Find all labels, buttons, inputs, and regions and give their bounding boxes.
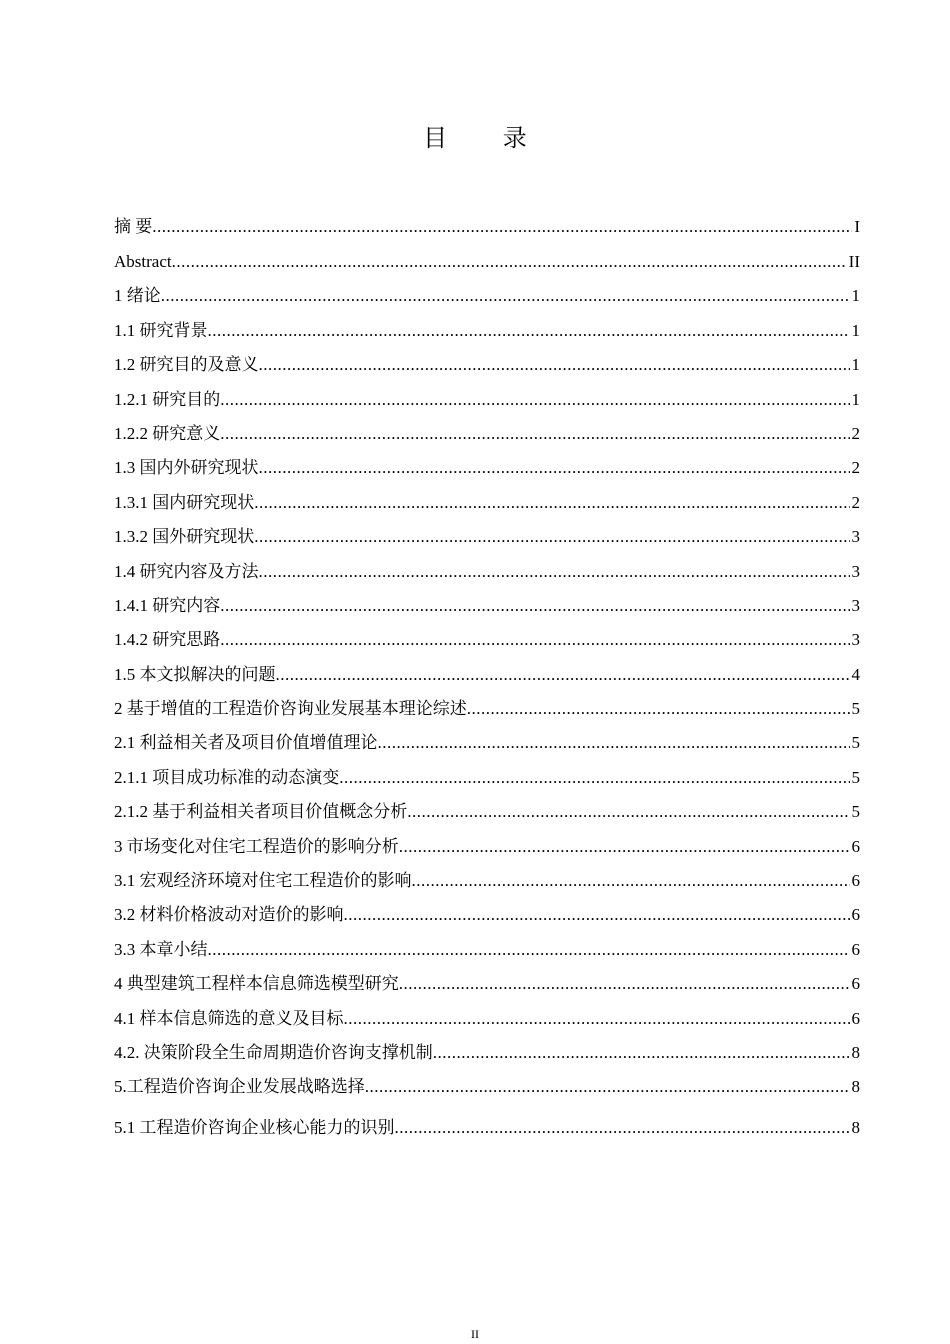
toc-page-number: 1 <box>851 355 860 375</box>
toc-dot-leader <box>399 967 850 1001</box>
toc-entry[interactable] <box>114 520 860 554</box>
toc-dot-leader <box>161 279 850 313</box>
toc-entry[interactable] <box>114 348 860 382</box>
toc-entry-label: 3 市场变化对住宅工程造价的影响分析 <box>114 836 399 856</box>
toc-dot-leader <box>395 1105 850 1151</box>
toc-entry[interactable] <box>114 692 860 726</box>
toc-page-number: 8 <box>851 1042 860 1062</box>
toc-dot-leader <box>407 795 849 829</box>
toc-page-number: 3 <box>851 595 860 615</box>
toc-entry-label: 2.1.2 基于利益相关者项目价值概念分析 <box>114 802 408 822</box>
toc-entry-label: 4 典型建筑工程样本信息筛选模型研究 <box>114 974 399 994</box>
toc-entry-label: 2.1.1 项目成功标准的动态演变 <box>114 767 340 787</box>
toc-dot-leader <box>344 1002 850 1036</box>
toc-page-number: 2 <box>851 458 860 478</box>
toc-entry-label: 1.4.1 研究内容 <box>114 595 221 615</box>
toc-entry[interactable] <box>114 486 860 520</box>
toc-entry[interactable] <box>114 208 860 245</box>
toc-entry-label: 1.3 国内外研究现状 <box>114 458 259 478</box>
toc-dot-leader <box>220 623 849 657</box>
toc-dot-leader <box>152 208 852 245</box>
toc-entry[interactable] <box>114 279 860 313</box>
toc-entry[interactable] <box>114 1105 860 1145</box>
toc-page-number: 5 <box>851 802 860 822</box>
toc-entry[interactable] <box>114 864 860 898</box>
toc-page-number: 6 <box>851 974 860 994</box>
toc-page-number: 8 <box>851 1077 860 1097</box>
toc-dot-leader <box>467 692 850 726</box>
toc-dot-leader <box>220 589 849 623</box>
toc-entry-label: 1.3.2 国外研究现状 <box>114 527 255 547</box>
toc-page-number: 3 <box>851 630 860 650</box>
toc-entry[interactable] <box>114 623 860 657</box>
toc-entry-label: 3.1 宏观经济环境对住宅工程造价的影响 <box>114 871 412 891</box>
toc-entry[interactable] <box>114 417 860 451</box>
toc-entry[interactable] <box>114 1070 860 1104</box>
toc-page-number: 6 <box>851 871 860 891</box>
toc-page-number: 5 <box>851 733 860 753</box>
toc-page-number: 1 <box>851 286 860 306</box>
toc-entry[interactable] <box>114 830 860 864</box>
toc-entry[interactable] <box>114 898 860 932</box>
toc-page-number: 6 <box>851 939 860 959</box>
toc-page-number: 1 <box>851 320 860 340</box>
toc-entry[interactable] <box>114 555 860 589</box>
toc-dot-leader <box>433 1036 850 1070</box>
toc-page-number: 5 <box>851 699 860 719</box>
toc-entry-label: 4.2. 决策阶段全生命周期造价咨询支撑机制 <box>114 1042 433 1062</box>
toc-entry[interactable] <box>114 726 860 760</box>
toc-page-number: 8 <box>851 1117 860 1137</box>
toc-entry-label: 5.1 工程造价咨询企业核心能力的识别 <box>114 1117 395 1137</box>
page-number-footer: II <box>471 1327 479 1341</box>
toc-entry[interactable] <box>114 1002 860 1036</box>
toc-page-number: 1 <box>851 389 860 409</box>
toc-dot-leader <box>365 1070 850 1104</box>
toc-entry-label: 摘 要 <box>114 217 153 236</box>
toc-entry-label: 1 绪论 <box>114 286 161 306</box>
toc-entry[interactable] <box>114 383 860 417</box>
toc-dot-leader <box>412 864 850 898</box>
toc-page-number: I <box>854 217 860 236</box>
toc-dot-leader <box>259 348 850 382</box>
toc-dot-leader <box>259 555 850 589</box>
toc-dot-leader <box>208 314 850 348</box>
toc-entry-label: 2.1 利益相关者及项目价值增值理论 <box>114 733 378 753</box>
toc-dot-leader <box>172 245 847 279</box>
toc-dot-leader <box>399 830 850 864</box>
toc-entry-label: Abstract <box>114 252 172 271</box>
toc-dot-leader <box>254 520 849 554</box>
toc-entry[interactable] <box>114 967 860 1001</box>
toc-dot-leader <box>220 417 849 451</box>
toc-entry-label: 1.2.1 研究目的 <box>114 389 221 409</box>
toc-entry[interactable] <box>114 933 860 967</box>
toc-page-number: 2 <box>851 492 860 512</box>
toc-entry-label: 1.2 研究目的及意义 <box>114 355 259 375</box>
toc-entry-label: 5.工程造价咨询企业发展战略选择 <box>114 1077 365 1097</box>
toc-entry-label: 1.1 研究背景 <box>114 320 208 340</box>
toc-entry[interactable] <box>114 1036 860 1070</box>
toc-dot-leader <box>208 933 850 967</box>
toc-entry-label: 1.4.2 研究思路 <box>114 630 221 650</box>
toc-page-number: 6 <box>851 1008 860 1028</box>
toc-dot-leader <box>259 451 850 485</box>
toc-dot-leader <box>378 726 850 760</box>
toc-dot-leader <box>344 898 850 932</box>
toc-page-number: 6 <box>851 836 860 856</box>
toc-page-number: 6 <box>851 905 860 925</box>
toc-entry-label: 3.2 材料价格波动对造价的影响 <box>114 905 344 925</box>
toc-page-number: 3 <box>851 527 860 547</box>
toc-page-number: 5 <box>851 767 860 787</box>
toc-dot-leader <box>276 658 850 692</box>
toc-entry-label: 3.3 本章小结 <box>114 939 208 959</box>
toc-dot-leader <box>220 383 849 417</box>
toc-page-number: 2 <box>851 423 860 443</box>
table-of-contents <box>114 208 860 1145</box>
page-title: 目 录 <box>423 124 551 152</box>
toc-entry-label: 4.1 样本信息筛选的意义及目标 <box>114 1008 344 1028</box>
toc-entry-label: 1.5 本文拟解决的问题 <box>114 664 276 684</box>
toc-page-number: 4 <box>851 664 860 684</box>
toc-entry[interactable] <box>114 761 860 795</box>
toc-dot-leader <box>254 486 849 520</box>
toc-entry-label: 2 基于增值的工程造价咨询业发展基本理论综述 <box>114 699 467 719</box>
toc-entry[interactable] <box>114 589 860 623</box>
toc-entry[interactable] <box>114 245 860 279</box>
toc-dot-leader <box>339 761 849 795</box>
toc-entry[interactable] <box>114 314 860 348</box>
toc-entry[interactable] <box>114 451 860 485</box>
toc-entry-label: 1.2.2 研究意义 <box>114 423 221 443</box>
toc-entry-label: 1.3.1 国内研究现状 <box>114 492 255 512</box>
toc-page-number: II <box>848 252 860 271</box>
toc-entry[interactable] <box>114 658 860 692</box>
toc-entry-label: 1.4 研究内容及方法 <box>114 561 259 581</box>
toc-page-number: 3 <box>851 561 860 581</box>
toc-entry[interactable] <box>114 795 860 829</box>
